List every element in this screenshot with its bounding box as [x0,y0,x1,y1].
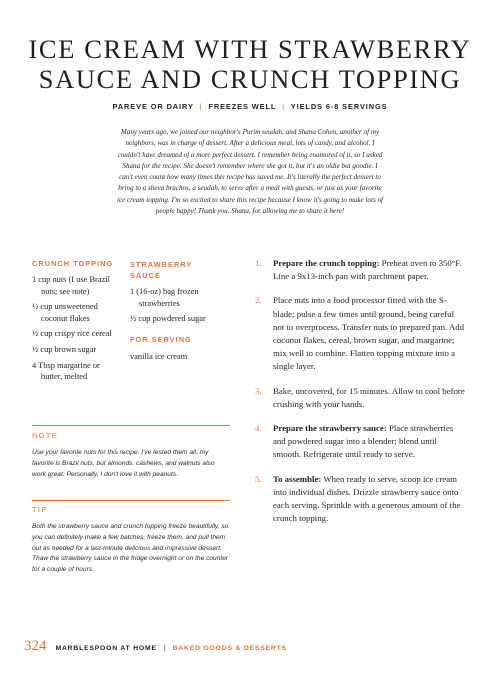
strawberry-sauce-heading-line-2: SAUCE [130,271,161,280]
instruction-step [255,473,467,526]
ingredient-item: ½ cup unsweetened coconut flakes [32,302,98,323]
ingredient-item: ½ cup powdered sugar [130,314,206,324]
sauce-ingredient-list [130,286,230,325]
ingredient-item: 1 (16-oz) bag frozen strawberries [130,287,199,308]
step-text: Place nuts into a food processor fitted with the S-blade; pulse a few times until ground, being careful not to overprocess. Transfer nuts to prepared pan. Add coconut flakes, cereal, brown sugar, and margarine; mix well to combine. Flatten topping mixture into a single layer. [273,295,465,372]
instruction-step [255,385,467,411]
step-lead: To assemble: [273,473,322,484]
for-serving-heading: FOR SERVING [130,334,192,344]
footer-separator: | [163,645,166,652]
ingredient-item: ½ cup brown sugar [32,344,97,354]
instruction-step [255,294,467,373]
crunch-topping-ingredients [32,259,120,387]
recipe-meta [0,102,500,111]
step-lead: Prepare the crunch topping: [273,258,380,268]
step-lead: Prepare the strawberry sauce: [273,423,387,434]
ingredient-item: 4 Tbsp margarine or butter, melted [32,360,100,382]
recipe-title-line-1: ICE CREAM WITH STRAWBERRY [28,34,472,64]
step-text: Bake, uncovered, for 15 minutes. Allow to cool before crushing with your hands. [273,385,465,409]
note-block [32,431,230,480]
step-number: 2. [255,295,262,306]
meta-separator: | [282,102,285,111]
section-name: BAKED GOODS & DESSERTS [172,645,287,652]
crunch-ingredient-list [32,274,120,383]
step-number: 3. [255,385,262,396]
instruction-step [255,257,467,283]
step-text: Place strawberries and powdered sugar into a blender; blend until smooth. Refrigerate until ready to serve. [273,423,454,460]
instructions-list [255,257,467,536]
recipe-intro: Many years ago, we joined our neighbor's Purim seudah, and Shana Cohen, another of my neighbors, was in charge of dessert. After a delicious meal, lots of candy, and alcohol, I couldn't have dreamed of a more perfect dessert. I remember being enamored of it, so I asked Shana for the recipe. She doesn't remember where she got it, but it's an oldie but goodie. I can't even count how many times this recipe has saved me. It's literally the perfect dessert to bring to a sheva brachos, a seudah, to serve after a meal with guests, or just as your favorite ice cream topping. I'm so excited to share this recipe because I know it's going to make lots of people happy! Thank you, Shana, for allowing me to share it here! [116,128,384,216]
book-title: MARBLESPOON AT HOME [55,645,157,652]
serving-ingredient-list [130,351,230,363]
note-text: Use your favorite nuts for this recipe. I've tested them all; my favorite is Brazil nuts, but almonds, cashews, and walnuts also work great. Personally, I don't love it with peanuts. [32,449,215,478]
step-text: When ready to serve, scoop ice cream into individual dishes. Drizzle strawberry sauce onto each serving. Sprinkle with a generous amount of the crunch topping. [273,473,461,524]
meta-separator: | [199,102,203,111]
tip-divider [32,500,230,501]
tip-block [32,505,230,576]
note-divider [32,425,230,426]
sauce-and-serving-ingredients [130,259,230,366]
diet-label: PAREVE OR DAIRY [112,102,194,111]
recipe-title-line-2: SAUCE AND CRUNCH TOPPING [38,64,462,94]
ingredient-item: vanilla ice cream [130,351,188,361]
strawberry-sauce-heading [130,259,230,281]
ingredient-item: ½ cup crispy rice cereal [32,329,112,339]
recipe-title [0,34,500,94]
tip-heading: TIP [32,505,48,514]
instruction-step [255,422,467,462]
step-number: 1. [255,258,262,268]
step-number: 4. [255,423,262,434]
note-heading: NOTE [32,431,59,440]
freeze-label: FREEZES WELL [208,102,277,111]
tip-text: Both the strawberry sauce and crunch topping freeze beautifully, so you can definitely make a few batches, freeze them, and pull them out as needed for a last-minute delicious and impressive dessert. Thaw the strawberry sauce in the fridge overnight or on the counter for a couple of hours. [32,523,229,574]
step-text: Preheat oven to 350°F. Line a 9x13-inch pan with parchment paper. [273,258,462,282]
strawberry-sauce-heading-line-1: STRAWBERRY [130,260,193,269]
page-footer [24,638,287,660]
ingredient-item: 1 cup nuts (I use Brazil nuts; see note) [32,275,110,296]
page-number: 324 [24,638,47,654]
crunch-topping-heading: CRUNCH TOPPING [32,259,114,268]
step-number: 5. [255,473,262,484]
yield-label: YIELDS 6-8 SERVINGS [290,102,388,111]
